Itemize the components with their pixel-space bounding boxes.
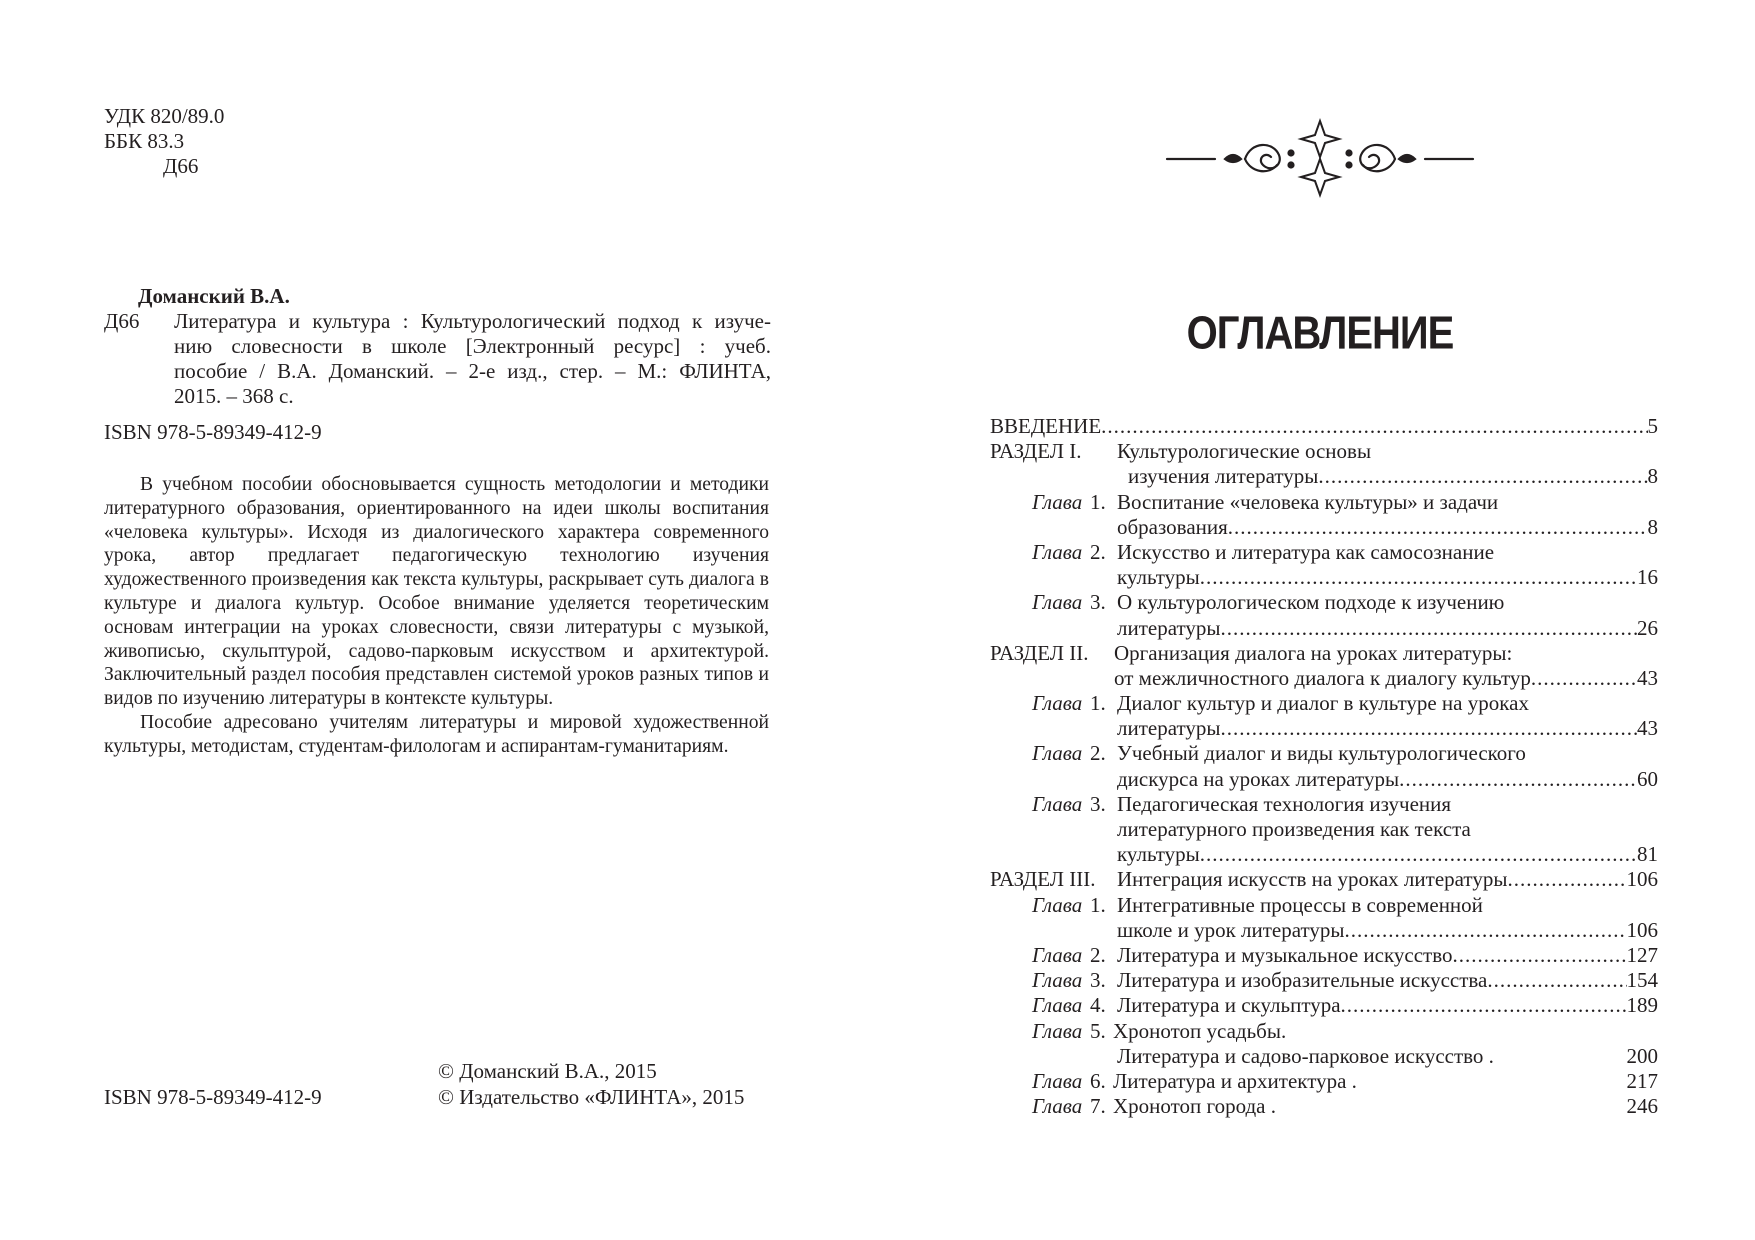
chapter-number: 7. <box>1090 1094 1106 1119</box>
chapter-word: Глава <box>1032 968 1083 993</box>
toc-row-chapter-cont[interactable] <box>990 515 1658 540</box>
toc-text: изучения литературы <box>1128 464 1319 489</box>
section-title: Интеграция искусств на уроках литературы <box>1117 867 1508 892</box>
toc-row-section-1-cont[interactable] <box>990 464 1658 489</box>
chapter-title: Учебный диалог и виды культурологического <box>1117 741 1526 766</box>
chapter-title: Диалог культур и диалог в культуре на уроках <box>1117 691 1529 716</box>
section-title: Культурологические основы <box>1117 439 1372 464</box>
toc-title: ОГЛАВЛЕНИЕ <box>1186 308 1454 359</box>
chapter-word: Глава <box>1032 741 1083 766</box>
chapter-word: Глава <box>1032 590 1083 615</box>
toc-row-chapter-cont[interactable] <box>990 842 1658 867</box>
chapter-word: Глава <box>1032 691 1083 716</box>
toc-page: 16 <box>1637 565 1658 590</box>
chapter-word: Глава <box>1032 1068 1083 1093</box>
toc-page: 154 <box>1626 968 1658 993</box>
section-label: РАЗДЕЛ I. <box>990 439 1082 464</box>
chapter-number: 2. <box>1090 741 1106 766</box>
table-of-contents <box>990 414 1658 1119</box>
toc-page: 200 <box>1626 1043 1658 1068</box>
chapter-number: 6. <box>1090 1068 1106 1093</box>
toc-label: ВВЕДЕНИЕ <box>990 414 1102 438</box>
chapter-number: 2. <box>1090 539 1106 564</box>
chapter-word: Глава <box>1032 892 1083 917</box>
toc-text: литературы <box>1117 615 1221 640</box>
section-title: Организация диалога на уроках литературы: <box>1114 640 1513 665</box>
toc-row-chapter[interactable] <box>990 540 1658 565</box>
chapter-number: 3. <box>1090 590 1106 615</box>
toc-page: 5 <box>1647 414 1658 438</box>
annotation <box>104 473 769 759</box>
toc-row-chapter[interactable] <box>990 1069 1658 1094</box>
section-label: РАЗДЕЛ II. <box>990 640 1089 665</box>
leader-dots <box>1507 867 1626 892</box>
toc-row-chapter-cont[interactable] <box>990 565 1658 590</box>
toc-text: культуры <box>1117 565 1200 590</box>
toc-page: 26 <box>1637 615 1658 640</box>
toc-row-chapter[interactable] <box>990 968 1658 993</box>
toc-row-chapter[interactable] <box>990 490 1658 515</box>
chapter-word: Глава <box>1032 791 1083 816</box>
toc-row-section-3[interactable] <box>990 867 1658 892</box>
toc-row-chapter[interactable] <box>990 1094 1658 1119</box>
leader-dots <box>1101 414 1647 439</box>
chapter-title: Литература и изобразительные искусства <box>1117 968 1488 993</box>
isbn-top: ISBN 978-5-89349-412-9 <box>104 420 322 444</box>
left-page <box>0 0 877 1240</box>
leader-dots <box>1318 464 1647 489</box>
author-sign-code: Д66 <box>163 154 199 178</box>
chapter-word: Глава <box>1032 539 1083 564</box>
toc-row-chapter-cont[interactable] <box>990 1044 1658 1069</box>
chapter-number: 3. <box>1090 791 1106 816</box>
toc-row-section-2-cont[interactable] <box>990 666 1658 691</box>
leader-dots <box>1341 993 1627 1018</box>
toc-text: образования <box>1117 514 1228 539</box>
chapter-title: Педагогическая технология изучения <box>1117 791 1452 816</box>
chapter-number: 1. <box>1090 892 1106 917</box>
isbn-bottom: ISBN 978-5-89349-412-9 <box>104 1085 322 1109</box>
toc-text: литературного произведения как текста <box>1117 817 1471 841</box>
chapter-title: Литература и скульптура <box>1117 993 1341 1018</box>
chapter-word: Глава <box>1032 489 1083 514</box>
toc-row-chapter[interactable] <box>990 893 1658 918</box>
chapter-word: Глава <box>1032 1018 1083 1043</box>
chapter-title: Хронотоп города . <box>1113 1094 1277 1119</box>
toc-page: 43 <box>1637 665 1658 690</box>
toc-row-chapter[interactable] <box>990 943 1658 968</box>
chapter-word: Глава <box>1032 942 1083 967</box>
leader-dots <box>1345 918 1627 943</box>
toc-page: 81 <box>1637 842 1658 867</box>
chapter-title: Искусство и литература как самосознание <box>1117 539 1495 564</box>
leader-dots <box>1487 968 1626 993</box>
toc-row-chapter[interactable] <box>990 792 1658 817</box>
author-name: Доманский В.А. <box>138 284 290 308</box>
toc-text: от межличностного диалога к диалогу культур <box>1114 665 1531 690</box>
udk-code: УДК 820/89.0 <box>104 104 225 128</box>
annotation-paragraph-1: В учебном пособии обосновывается сущность методологии и методики литературного образования, ориентированного на идеи школы воспитания «человека культуры». Исходя из диалогического характера современного урока, автор предлагает педагогическую технологию изучения художественного произведения как текста культуры, раскрывает суть диалога в культуре и диалога культур. Особое внимание уделяется теоретическим основам интеграции на уроках словесности, связи литературы с музыкой, живописью, скульптурой, садово-парковым искусством и архитектурой. Заключительный раздел пособия представлен системой уроков разных типов и видов по изучению литературы в контексте культуры. <box>104 474 769 710</box>
toc-page: 189 <box>1626 993 1658 1018</box>
decorative-vignette-icon <box>1165 115 1475 200</box>
toc-text: школе и урок литературы <box>1117 917 1345 942</box>
bib-line-3: пособие / В.А. Доманский. – 2-е изд., стер. – М.: ФЛИНТА, <box>174 359 771 383</box>
toc-row-chapter-cont[interactable] <box>990 616 1658 641</box>
leader-dots <box>1200 842 1637 867</box>
toc-row-chapter[interactable] <box>990 691 1658 716</box>
section-label: РАЗДЕЛ III. <box>990 867 1096 892</box>
toc-page: 127 <box>1626 942 1658 967</box>
leader-dots <box>1228 515 1648 540</box>
toc-row-section-1[interactable] <box>990 439 1658 464</box>
bib-line-1: Литература и культура : Культурологический подход к изуче- <box>174 309 771 333</box>
chapter-title: Интегративные процессы в современной <box>1117 892 1483 917</box>
toc-row-chapter-cont[interactable] <box>990 767 1658 792</box>
bib-code: Д66 <box>104 309 140 333</box>
bib-line-4: 2015. – 368 с. <box>174 384 294 408</box>
toc-row-intro[interactable] <box>990 414 1658 439</box>
toc-row-section-2[interactable] <box>990 641 1658 666</box>
copyright-publisher: © Издательство «ФЛИНТА», 2015 <box>438 1085 745 1109</box>
toc-text: культуры <box>1117 842 1200 867</box>
toc-row-chapter-cont[interactable] <box>990 918 1658 943</box>
toc-row-chapter-cont[interactable] <box>990 817 1658 842</box>
leader-dots <box>1452 943 1626 968</box>
chapter-number: 2. <box>1090 942 1106 967</box>
toc-page: 217 <box>1626 1068 1658 1093</box>
chapter-title: Литература и архитектура . <box>1113 1068 1357 1093</box>
chapter-title: Литература и музыкальное искусство <box>1117 942 1453 967</box>
toc-page: 106 <box>1626 917 1658 942</box>
leader-dots <box>1531 666 1637 691</box>
bib-line-2: нию словесности в школе [Электронный ресурс] : учеб. <box>174 334 771 358</box>
toc-row-chapter[interactable] <box>990 1019 1658 1044</box>
leader-dots <box>1200 565 1637 590</box>
chapter-title: О культурологическом подходе к изучению <box>1117 590 1505 615</box>
toc-text: литературы <box>1117 716 1221 741</box>
toc-page: 106 <box>1626 867 1658 892</box>
toc-row-chapter[interactable] <box>990 741 1658 766</box>
toc-page: 246 <box>1626 1094 1658 1119</box>
annotation-paragraph-2: Пособие адресовано учителям литературы и мировой художественной культуры, методистам, студентам-филологам и аспирантам-гуманитариям. <box>104 711 769 757</box>
toc-page: 43 <box>1637 716 1658 741</box>
chapter-number: 1. <box>1090 489 1106 514</box>
toc-page: 8 <box>1647 464 1658 489</box>
leader-dots <box>1399 767 1637 792</box>
leader-dots <box>1221 616 1637 641</box>
chapter-number: 5. <box>1090 1018 1106 1043</box>
toc-row-chapter[interactable] <box>990 993 1658 1018</box>
copyright-author: © Доманский В.А., 2015 <box>438 1059 657 1083</box>
toc-text: Литература и садово-парковое искусство . <box>1117 1043 1494 1068</box>
toc-page: 8 <box>1647 514 1658 539</box>
toc-row-chapter-cont[interactable] <box>990 716 1658 741</box>
toc-text: дискурса на уроках литературы <box>1117 766 1400 791</box>
chapter-word: Глава <box>1032 1094 1083 1119</box>
leader-dots <box>1221 716 1637 741</box>
chapter-number: 3. <box>1090 968 1106 993</box>
chapter-number: 1. <box>1090 691 1106 716</box>
chapter-title: Хронотоп усадьбы. <box>1113 1018 1287 1043</box>
chapter-title: Воспитание «человека культуры» и задачи <box>1117 489 1499 514</box>
chapter-word: Глава <box>1032 993 1083 1018</box>
chapter-number: 4. <box>1090 993 1106 1018</box>
toc-row-chapter[interactable] <box>990 590 1658 615</box>
bbk-code: ББК 83.3 <box>104 129 185 153</box>
toc-page: 60 <box>1637 766 1658 791</box>
